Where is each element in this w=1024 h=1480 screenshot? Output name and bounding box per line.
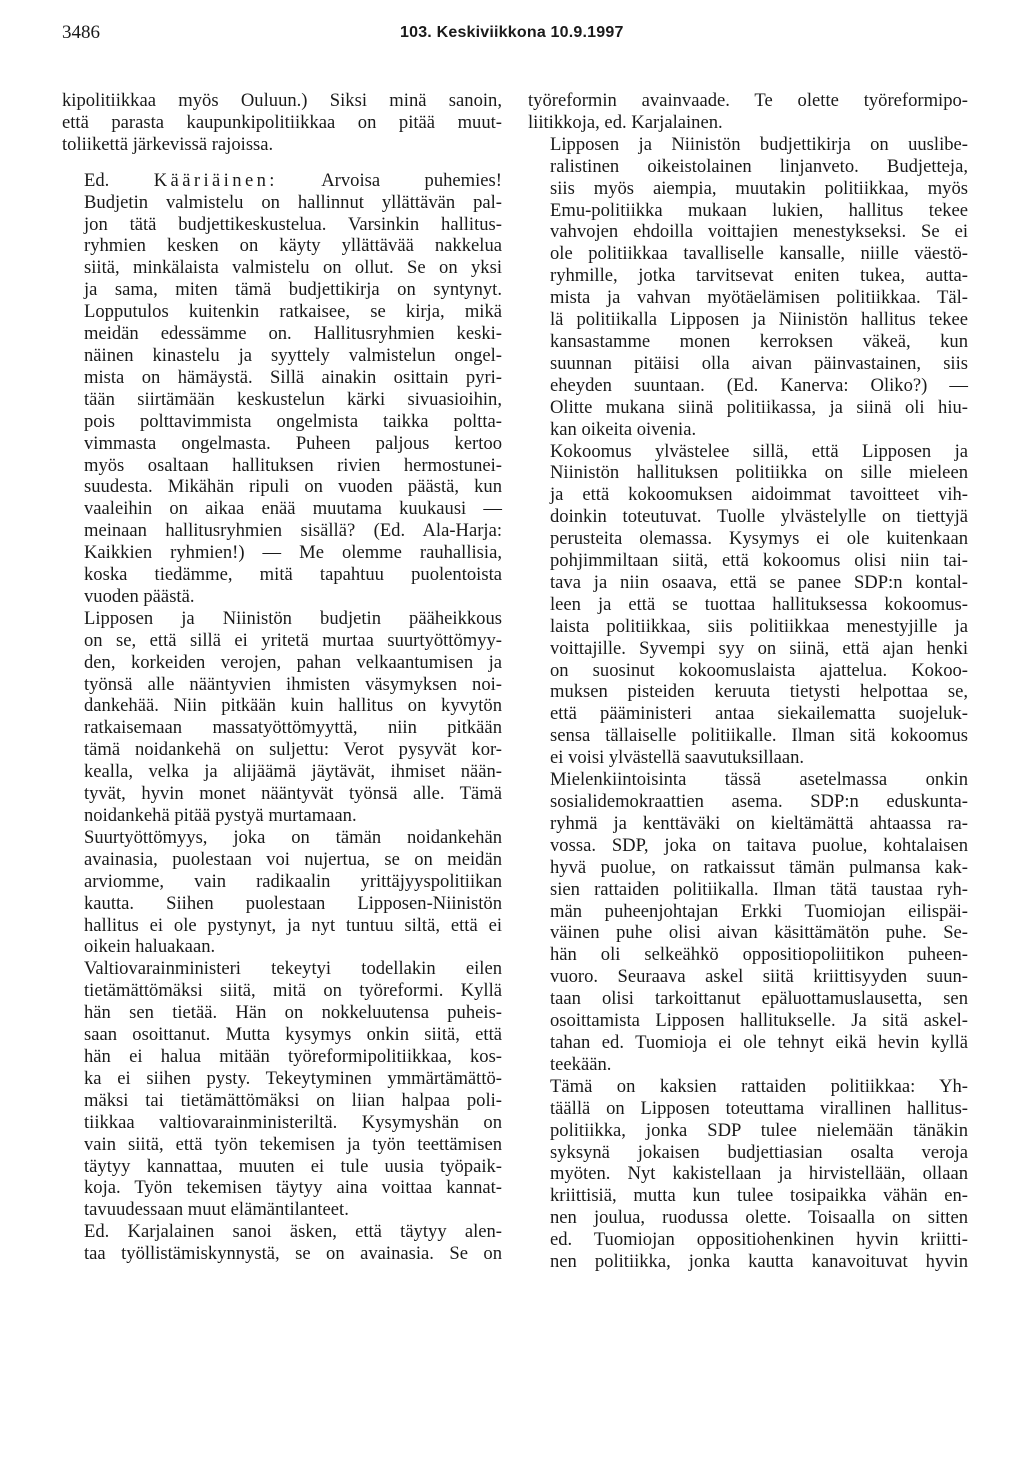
text-line: siis myös aiempia, muutakin politiikkaa, myös [550,177,968,199]
text-line: hän sen tietää. Hän on nokkeluutensa puheis- [84,1002,502,1024]
speaker-prefix: Ed. [84,169,110,191]
right-column [528,90,968,1273]
text-line: hän oli selkeähkö oppositiopoliitikon puheen- [550,944,968,966]
text-line: ed. Tuomiojan oppositiohenkinen hyvin kriitti- [550,1229,968,1251]
text-line: politiikka, jonka SDP tulee nielemään tänäkin [550,1119,968,1141]
text-line: myös osaltaan hallituksen rivien hermostunei- [84,454,502,476]
text-line: saan osoittanut. Mutta kysymys onkin siitä, että [84,1024,502,1046]
text-line: sien rattaiden politiikalla. Ilman tätä taustaa ryh- [550,878,968,900]
text-line: kipolitiikkaa myös Ouluun.) Siksi minä sanoin, [62,90,502,111]
text-line: Kokoomus ylvästelee sillä, että Lipposen ja [550,440,968,462]
text-line: pohjimmiltaan siitä, että kokoomus olisi niin tai- [550,550,968,572]
text-line: mista ja vahvan myötäelämisen politiikkaa. Täl- [550,287,968,309]
text-line: ryhmien kesken on käyty yllättävää nakkelua [84,235,502,257]
page-number: 3486 [62,22,100,43]
text-line: väinen puhe olisi aivan käsittämätön puhe. Se- [550,922,968,944]
text-line: ei voisi ylvästellä saavutuksillaan. [550,747,805,769]
text-line: Mielenkiintoisinta tässä asetelmassa onkin [550,769,968,791]
text-line: kan oikeita oivenia. [550,418,697,440]
text-line: että pääministeri antaa siekailematta suojeluk- [550,703,968,725]
text-line: vain siitä, että työn tekemisen ja työn teettämisen [84,1133,502,1155]
text-line: Kaikkien ryhmien!) — Me olemme rauhallisia, [84,542,502,564]
text-line: perusteita olemassa. Kysymys ei ole kuitenkaan [550,528,968,550]
text-line: noidankehä pitää pystyä murtamaan. [84,805,357,826]
text-line: ja että kokoomuksen aidoimmat tavoitteet vih- [550,484,968,506]
text-line: liitikkoja, ed. Karjalainen. [528,111,723,133]
text-line: män puheenjohtajan Erkki Tuomiojan eilispäi- [550,900,968,922]
text-line: vimmasta ongelmasta. Puheen paljous kertoo [84,432,502,454]
text-line: koja. Työn tekemisen täytyy aina voittaa kannat- [84,1177,502,1199]
text-line: Lopputulos kuitenkin ratkaisee, se kirja, mikä [84,301,502,323]
text-line: ryhmille, jotka tarvitsevat eniten tukea, autta- [550,265,968,287]
text-line: kealla, velka ja alijäämä jäytävät, ihmiset nään- [84,761,502,783]
paragraph [528,134,968,441]
text-line: kautta. Siihen puolestaan Lipposen-Niinistön [84,892,502,914]
speaker-name: Kääriäinen: [153,169,278,191]
text-line: Valtiovarainministeri tekeytyi todellakin eilen [84,958,502,980]
text-line: meinaan hallitusryhmien sisällä? (Ed. Ala-Harja: [84,520,502,542]
text-line: myöten. Nyt kakistellaan ja hirvistellään, ollaan [550,1163,968,1185]
text-line: doinkin toteutuvat. Tuolle ylvästelylle on tiettyjä [550,506,968,528]
text-line: Lipposen ja Niinistön budjetin pääheikkous [84,607,502,629]
text-line: vaaleihin on aikaa enää muutama kuukausi — [84,498,502,520]
text-line: on se, että sillä ei yritetä murtaa suurtyöttömyy- [84,629,502,651]
paragraph [528,1076,968,1273]
text-line: laista politiikkaa, siis politiikkaa menestyjille ja [550,615,968,637]
text-line: Suurtyöttömyys, joka on tämän noidankehän [84,826,502,848]
text-line: on suosinut kokoomuslaista ajattelua. Kokoo- [550,659,968,681]
text-line: mista on hämäystä. Sillä ainakin osittain pyri- [84,366,502,388]
text-line: Olitte mukana siinä politiikassa, ja siinä oli hiu- [550,396,968,418]
paragraph [62,90,502,156]
text-line: pois polttavimmista ongelmista taikka poltta- [84,410,502,432]
text-line: eheyden suuntaan. (Ed. Kanerva: Oliko?) — [550,374,968,396]
text-line: nen joulua, ruodussa olette. Toisaalla on sitten [550,1207,968,1229]
text-line: ka ei siihen pysty. Tekeytyminen ymmärtämättö- [84,1067,502,1089]
text-line: hän ei halua mitään työreformipolitiikkaa, kos- [84,1045,502,1067]
text-line: den, korkeiden verojen, pahan velkaantumisen ja [84,651,502,673]
text-line: sosialidemokraattien asema. SDP:n eduskunta- [550,791,968,812]
paragraph-speech-start [62,170,502,608]
text-line: nen politiikka, jonka kautta kanavoituvat hyvin [550,1251,968,1273]
text-line: muksen pisteiden keruuta tietysti helpottaa se, [550,681,968,703]
text-line: hallitus ei ole pystynyt, ja nyt tuntuu siltä, että ei [84,914,502,936]
paragraph [528,90,968,134]
text-line: Niinistön hallituksen politiikka on sille mieleen [550,462,968,484]
text-line: hyvä puolue, on ratkaissut tämän pulmansa kak- [550,856,968,878]
text-line: taa työllistämiskynnystä, se on avainasia. Se on [84,1243,502,1265]
text-line: tava ja niin osaava, että se panee SDP:n kontal- [550,571,968,593]
text-line: näinen kinastelu ja syyttely valmistelun ongel- [84,344,502,366]
text-line: kriittisiä, mutta kun tulee tosipaikka vähän en- [550,1185,968,1207]
text-line: Lipposen ja Niinistön budjettikirja on uuslibe- [550,133,968,155]
text-line: taan olisi tarkoittanut epäluottamuslausetta, sen [550,988,968,1010]
text-line: toliikettä järkevissä rajoissa. [62,133,274,155]
text-line: tahan ed. Tuomioja ei ole tehnyt eikä hevin kyllä [550,1031,968,1053]
text-line: ratkaisemaan massatyöttömyyttä, niin pitkään [84,717,502,739]
text-line: tyvät, hyvin monet nääntyvät työnsä alle. Tämä [84,783,502,805]
text-line: vuoden päästä. [84,585,195,607]
text-line: vuoro. Seuraava askel siitä kriittisyyden suun- [550,966,968,988]
text-line: että parasta kaupunkipolitiikkaa on pitää muut- [62,111,502,133]
paragraph [62,608,502,827]
text-line: työreformin avainvaade. Te olette työreformipo- [528,90,968,111]
text-line: arviomme, vain radikaalin yrittäjyyspolitiikan [84,870,502,892]
speech-opening: Arvoisa puhemies! [321,169,502,191]
text-line: täällä on Lipposen toteuttama virallinen hallitus- [550,1097,968,1119]
text-line: syksynä jokaisen budjettiasian osalta veroja [550,1141,968,1163]
text-line: tavuudessaan muut elämäntilanteet. [84,1199,349,1221]
text-line: lä politiikalla Lipposen ja Niinistön hallitus tekee [550,309,968,331]
text-line: ralistinen oikeistolainen linjanveto. Budjetteja, [550,155,968,177]
text-line: ryhmä ja kenttäväki on kieltämättä ahtaassa ra- [550,812,968,834]
text-line: täytyy kannattaa, muuten ei tule uusia työpaik- [84,1155,502,1177]
running-title: 103. Keskiviikkona 10.9.1997 [400,24,624,41]
left-column [62,90,502,1265]
text-line: siitä, minkälaista valmistelu on ollut. Se on yksi [84,257,502,279]
text-line: meidän edessämme on. Hallitusryhmien keski- [84,323,502,345]
paragraph [62,827,502,958]
text-line: tietämättömäksi siitä, mitä on työreformi. Kyllä [84,980,502,1002]
paragraph [528,769,968,1076]
text-line: teekään. [550,1053,612,1075]
text-line: mäksi tai tietämättömäksi on liian halpaa poli- [84,1089,502,1111]
paragraph [62,958,502,1221]
text-line: vahvojen ehdoilla voittajien menestykseksi. Se ei [550,221,968,243]
text-line: ole politiikkaa tavalliselle kansalle, niille väestö- [550,243,968,265]
text-line: vossa. SDP, joka on taitava puolue, kohtalaisen [550,834,968,856]
text-line: Tämä on kaksien rattaiden politiikkaa: Yh- [550,1075,968,1097]
paragraph [62,1221,502,1265]
text-line: Ed. Karjalainen sanoi äsken, että täytyy alen- [84,1221,502,1243]
text-line: tään siirtämään keskustelun kärki sivuasioihin, [84,388,502,410]
text-line: oikein haluakaan. [84,936,216,958]
text-line: Budjetin valmistelu on hallinnut yllättävän pal- [84,191,502,213]
text-line: Emu-politiikka mukaan lukien, hallitus tekee [550,199,968,221]
text-line: työnsä alle nääntyvien ihmisten väsymyksen noi- [84,673,502,695]
text-line: voittajille. Syvempi syy on siinä, että ajan henki [550,637,968,659]
paragraph [528,441,968,770]
text-line: tämä noidankehä on suljettu: Verot pysyvät kor- [84,739,502,761]
text-line: avainasia, puolestaan voi nujertua, se on meidän [84,848,502,870]
text-line: suunnan pitäisi olla aivan päinvastainen, siis [550,352,968,374]
text-line: kansastamme monen kerroksen väkeä, kun [550,330,968,352]
text-line: tiikkaa valtiovarainministeriltä. Kysymyshän on [84,1111,502,1133]
text-line: jon tätä budjettikeskustelua. Varsinkin hallitus- [84,213,502,235]
text-line: ja sama, miten tämä budjettikirja on syntynyt. [84,279,502,301]
text-line: koska tiedämme, mitä tapahtuu puolentoista [84,564,502,586]
text-line: sensa tällaiselle politiikalle. Ilman sitä kokoomus [550,725,968,747]
text-line: suudesta. Mikähän ripuli on vuoden päästä, kun [84,476,502,498]
text-line: dankehää. Niin pitkään kuin hallitus on kyvytön [84,695,502,717]
text-line: leen ja että se tuottaa hallituksessa kokoomus- [550,593,968,615]
text-line: osoittamista Lipposen hallitukselle. Ja sitä askel- [550,1010,968,1032]
